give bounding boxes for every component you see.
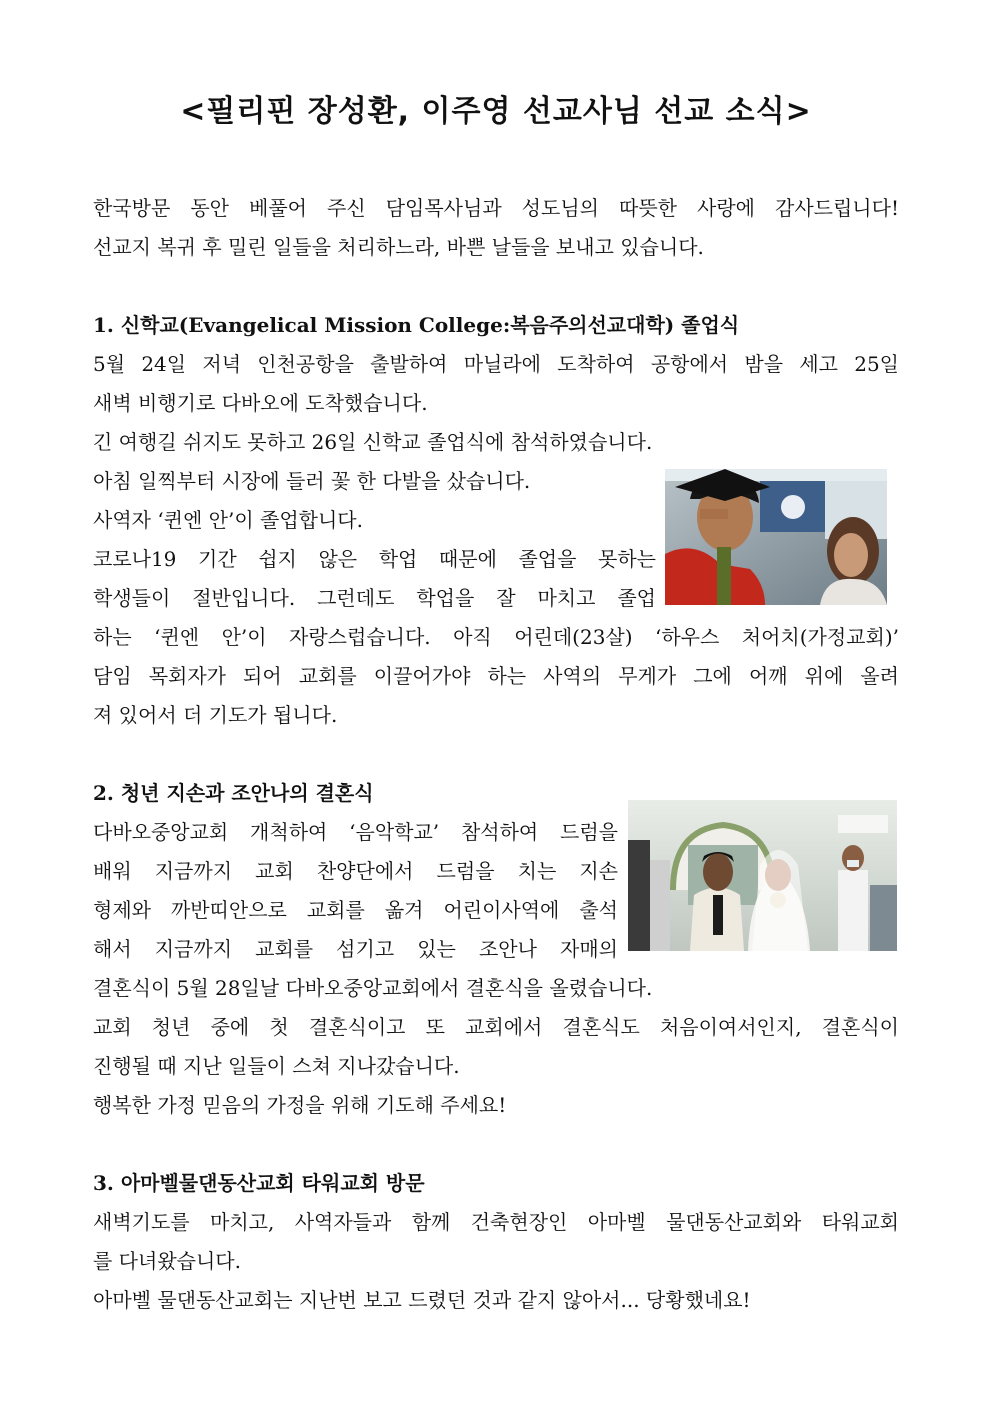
paragraph-line: 형제와 까반띠안으로 교회를 옮겨 어린이사역에 출석 [93, 898, 618, 922]
paragraph-line: 코로나19 기간 쉽지 않은 학업 때문에 졸업을 못하는 [93, 547, 656, 571]
paragraph-line: 배워 지금까지 교회 찬양단에서 드럼을 치는 지손 [93, 859, 618, 883]
page-title: <필리핀 장성환, 이주영 선교사님 선교 소식> [180, 94, 812, 129]
section-heading: 1. 신학교(Evangelical Mission College:복음주의선교대학) 졸업식 [93, 313, 740, 337]
wedding-photo [628, 800, 897, 951]
paragraph-line: 5월 24일 저녁 인천공항을 출발하여 마닐라에 도착하여 공항에서 밤을 세고 25일 [93, 352, 899, 376]
paragraph-line: 긴 여행길 쉬지도 못하고 26일 신학교 졸업식에 참석하였습니다. [93, 430, 653, 454]
paragraph-line: 아마벨 물댄동산교회는 지난번 보고 드렸던 것과 같지 않아서... 당황했네요! [93, 1288, 751, 1312]
paragraph-line: 하는 ‘퀸엔 안’이 자랑스럽습니다. 아직 어린데(23살) ‘하우스 처어치(가정교회)’ [93, 625, 899, 649]
paragraph-line: 아침 일찍부터 시장에 들러 꽃 한 다발을 샀습니다. [93, 469, 531, 493]
paragraph-line: 담임 목회자가 되어 교회를 이끌어가야 하는 사역의 무게가 그에 어깨 위에 올려 [93, 664, 899, 688]
paragraph-line: 해서 지금까지 교회를 섬기고 있는 조안나 자매의 [93, 937, 618, 961]
section-heading: 3. 아마벨물댄동산교회 타워교회 방문 [93, 1171, 425, 1195]
intro-line: 선교지 복귀 후 밀린 일들을 처리하느라, 바쁜 날들을 보내고 있습니다. [93, 235, 704, 259]
paragraph-line: 새벽 비행기로 다바오에 도착했습니다. [93, 391, 428, 415]
paragraph-line: 결혼식이 5월 28일날 다바오중앙교회에서 결혼식을 올렸습니다. [93, 976, 653, 1000]
section-heading: 2. 청년 지손과 조안나의 결혼식 [93, 781, 374, 805]
paragraph-line: 를 다녀왔습니다. [93, 1249, 241, 1273]
paragraph-line: 교회 청년 중에 첫 결혼식이고 또 교회에서 결혼식도 처음이여서인지, 결혼식이 [93, 1015, 899, 1039]
paragraph-line: 져 있어서 더 기도가 됩니다. [93, 703, 338, 727]
paragraph-line: 학생들이 절반입니다. 그런데도 학업을 잘 마치고 졸업 [93, 586, 656, 610]
paragraph-line: 행복한 가정 믿음의 가정을 위해 기도해 주세요! [93, 1093, 507, 1117]
paragraph-line: 새벽기도를 마치고, 사역자들과 함께 건축현장인 아마벨 물댄동산교회와 타워교회 [93, 1210, 899, 1234]
paragraph-line: 사역자 ‘퀸엔 안’이 졸업합니다. [93, 508, 363, 532]
paragraph-line: 다바오중앙교회 개척하여 ‘음악학교’ 참석하여 드럼을 [93, 820, 618, 844]
graduation-photo [665, 469, 887, 605]
paragraph-line: 진행될 때 지난 일들이 스쳐 지나갔습니다. [93, 1054, 460, 1078]
intro-line: 한국방문 동안 베풀어 주신 담임목사님과 성도님의 따뜻한 사랑에 감사드립니다! [93, 196, 899, 220]
